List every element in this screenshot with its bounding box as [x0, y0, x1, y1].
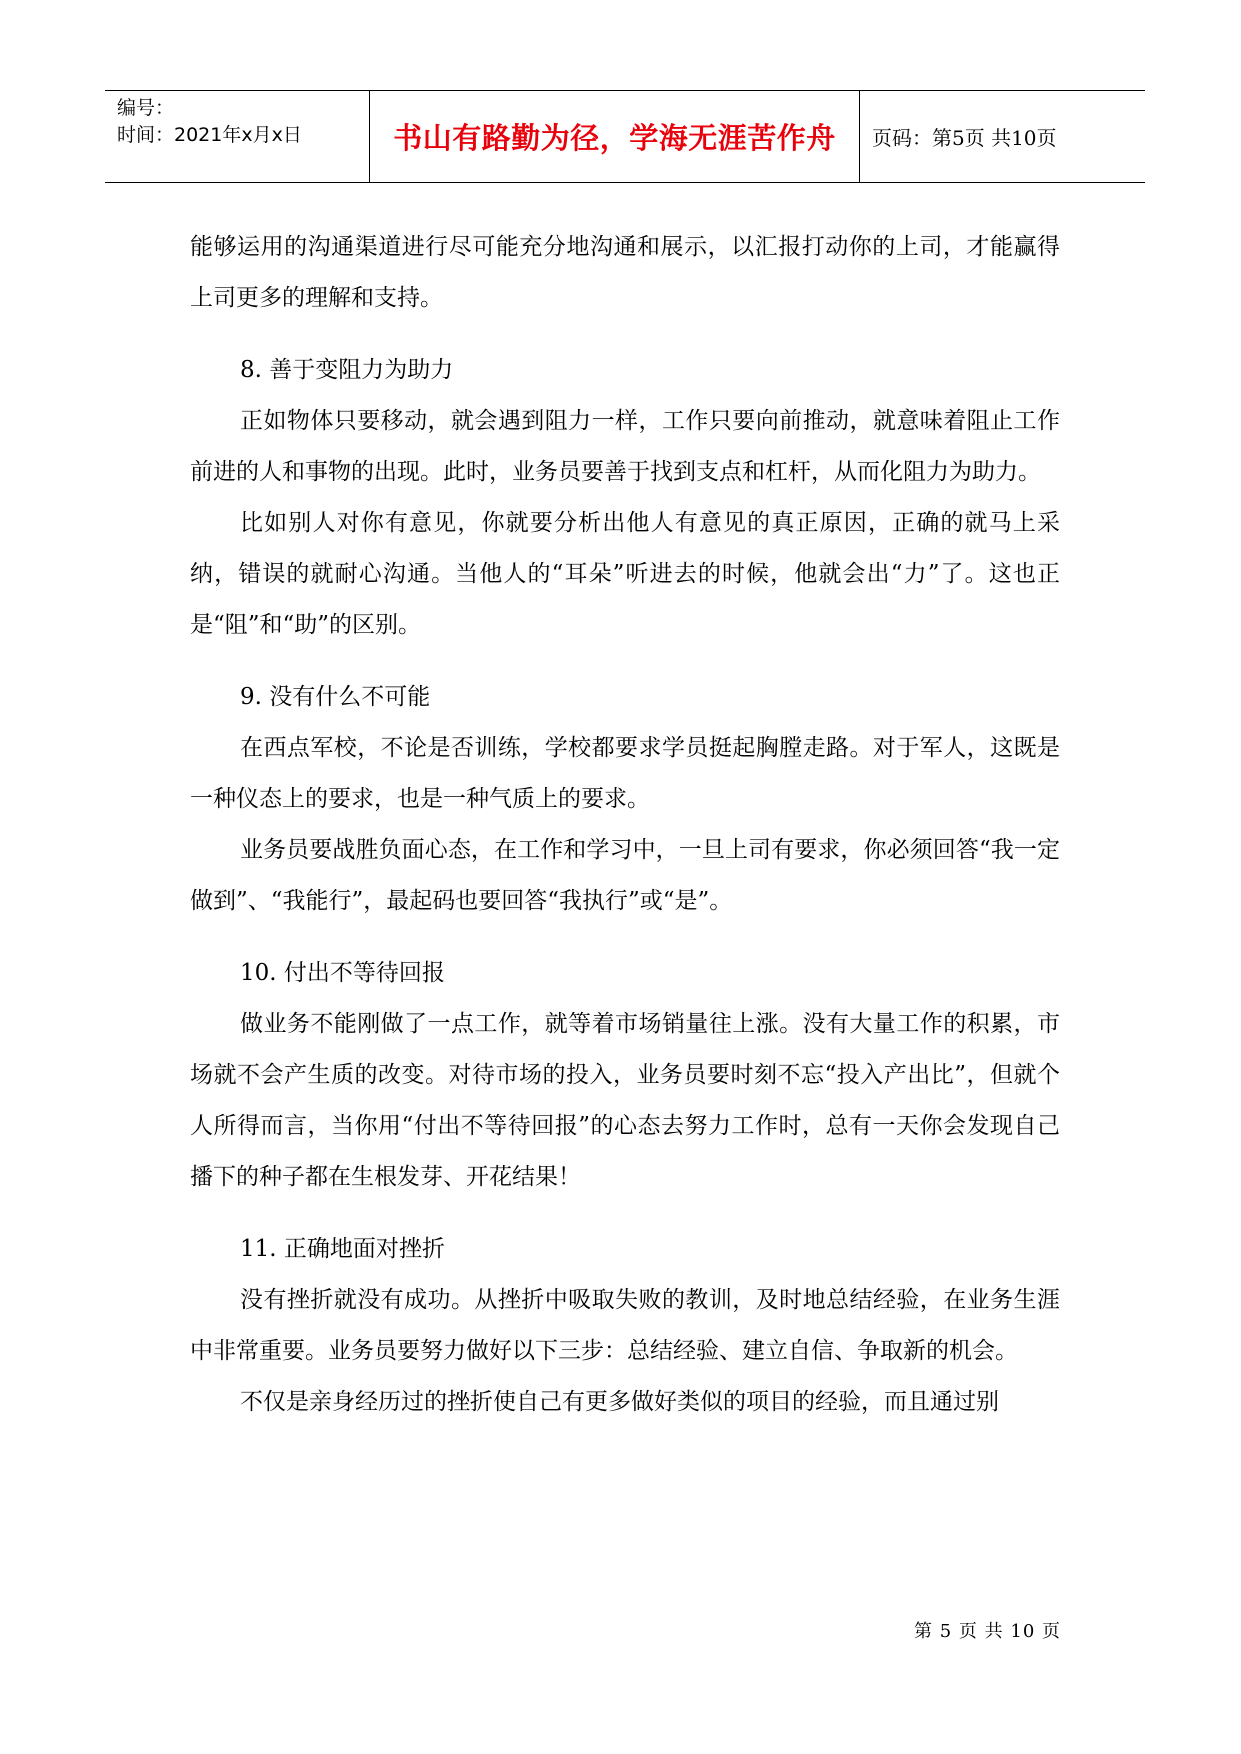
document-time: 时间：2021年x月x日 [117, 124, 302, 146]
document-body [190, 222, 1060, 1428]
section-paragraph: 正如物体只要移动，就会遇到阻力一样，工作只要向前推动，就意味着阻止工作前进的人和事物的出现。此时，业务员要善于找到支点和杠杆，从而化阻力为助力。 [190, 408, 1060, 485]
section-heading: 10. 付出不等待回报 [240, 960, 445, 986]
section-paragraph: 没有挫折就没有成功。从挫折中吸取失败的教训，及时地总结经验，在业务生涯中非常重要。业务员要努力做好以下三步：总结经验、建立自信、争取新的机会。 [190, 1287, 1060, 1364]
document-number-label: 编号： [117, 97, 175, 119]
page-footer: 第 5 页 共 10 页 [914, 1621, 1061, 1642]
header-meta [105, 91, 370, 182]
page-header [105, 90, 1145, 183]
header-motto: 书山有路勤为径，学海无涯苦作舟 [370, 91, 860, 182]
section-heading: 9. 没有什么不可能 [240, 684, 431, 710]
section-heading: 11. 正确地面对挫折 [240, 1236, 445, 1262]
header-page-info: 页码：第5页 共10页 [872, 126, 1057, 150]
intro-paragraph: 能够运用的沟通渠道进行尽可能充分地沟通和展示，以汇报打动你的上司，才能赢得上司更多的理解和支持。 [190, 234, 1060, 311]
section-heading: 8. 善于变阻力为助力 [240, 357, 454, 383]
section-paragraph: 不仅是亲身经历过的挫折使自己有更多做好类似的项目的经验，而且通过别 [240, 1389, 999, 1415]
section-paragraph: 在西点军校，不论是否训练，学校都要求学员挺起胸膛走路。对于军人，这既是一种仪态上的要求，也是一种气质上的要求。 [190, 735, 1060, 812]
section-paragraph: 做业务不能刚做了一点工作，就等着市场销量往上涨。没有大量工作的积累，市场就不会产生质的改变。对待市场的投入，业务员要时刻不忘“投入产出比”，但就个人所得而言，当你用“付出不等待回报”的心态去努力工作时，总有一天你会发现自己播下的种子都在生根发芽、开花结果！ [190, 1011, 1060, 1190]
section-paragraph: 比如别人对你有意见，你就要分析出他人有意见的真正原因，正确的就马上采纳，错误的就耐心沟通。当他人的“耳朵”听进去的时候，他就会出“力”了。这也正是“阻”和“助”的区别。 [190, 510, 1060, 638]
section-paragraph: 业务员要战胜负面心态，在工作和学习中，一旦上司有要求，你必须回答“我一定做到”、“我能行”，最起码也要回答“我执行”或“是”。 [190, 837, 1060, 914]
